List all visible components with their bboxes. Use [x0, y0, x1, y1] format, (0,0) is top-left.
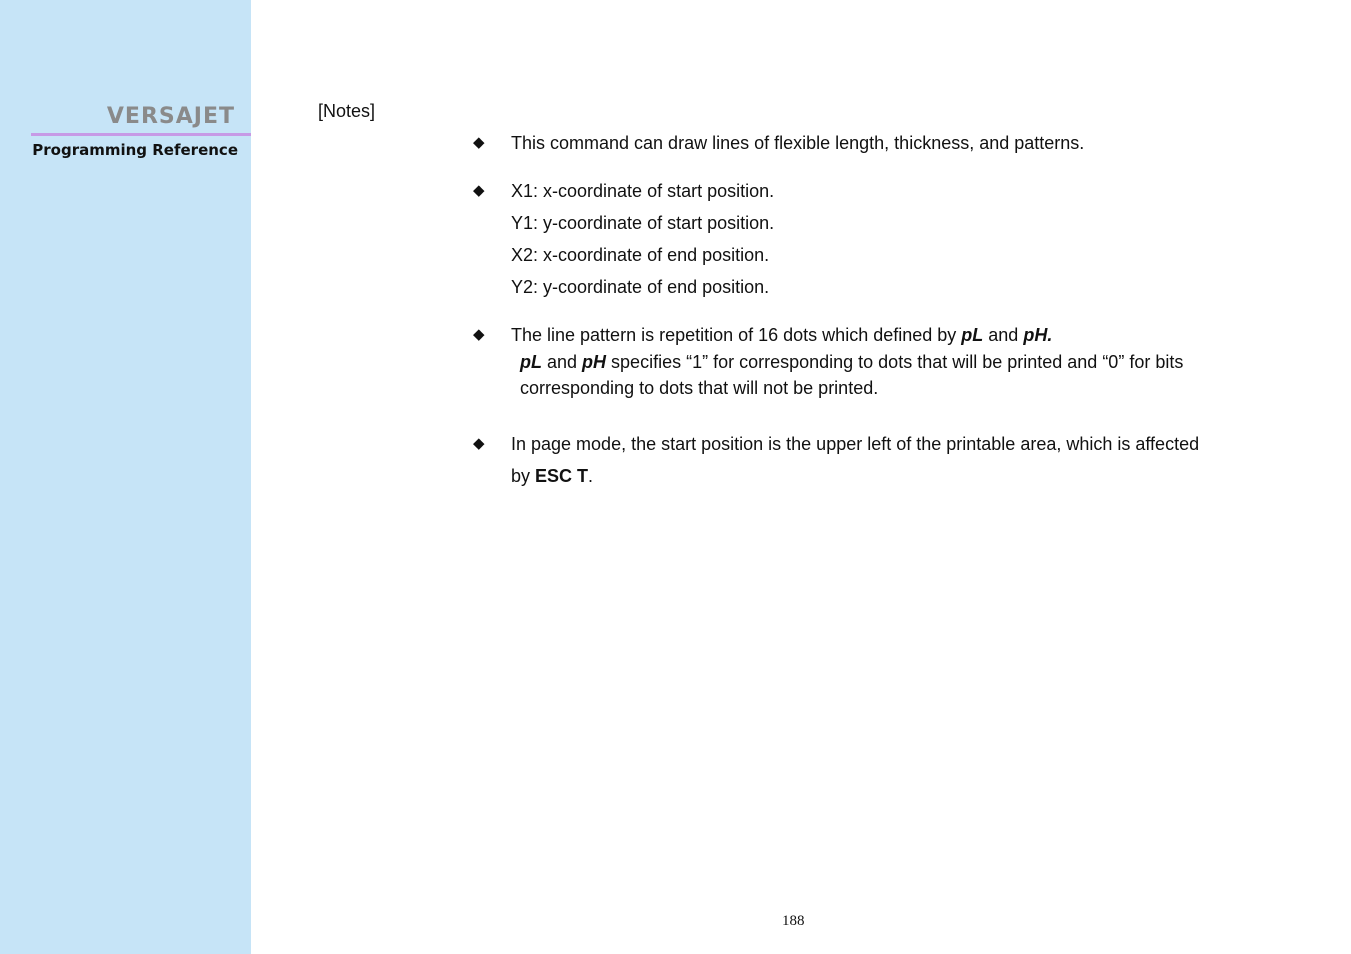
note-item-4-period: . — [588, 466, 594, 486]
conjunction-and: and — [542, 352, 583, 372]
note-item-2-x1: X1: x-coordinate of start position. — [511, 181, 775, 201]
note-item-3-rest: specifies “1” for corresponding to dots that will be printed and “0” for bits — [606, 352, 1184, 372]
sidebar — [0, 0, 251, 954]
note-item-3-line-2 — [520, 353, 1183, 371]
brand-subtitle: Programming Reference — [32, 141, 238, 159]
note-item-4-by: by — [511, 466, 536, 486]
note-item-3-line-3: corresponding to dots that will not be printed. — [520, 378, 879, 398]
bullet-diamond-icon: ◆ — [473, 182, 485, 199]
note-item-3-line-1 — [511, 326, 1052, 344]
note-item-2-y2: Y2: y-coordinate of end position. — [511, 277, 770, 297]
brand-divider — [31, 133, 251, 136]
command-esc-t: ESC T — [535, 466, 589, 486]
param-ph: pH. — [1023, 325, 1053, 345]
conjunction-and: and — [983, 325, 1024, 345]
param-pl: pL — [961, 325, 984, 345]
note-item-1: This command can draw lines of flexible length, thickness, and patterns. — [511, 133, 1085, 153]
note-item-3-text: The line pattern is repetition of 16 dots which defined by — [511, 325, 962, 345]
page-number: 188 — [782, 913, 805, 929]
notes-label: [Notes] — [318, 101, 376, 121]
brand-title: VERSAJET — [106, 104, 235, 129]
param-ph: pH — [582, 352, 607, 372]
note-item-4-line-2 — [511, 467, 593, 485]
note-item-4-line-1: In page mode, the start position is the upper left of the printable area, which is affected — [511, 434, 1200, 454]
note-item-2-y1: Y1: y-coordinate of start position. — [511, 213, 775, 233]
bullet-diamond-icon: ◆ — [473, 326, 485, 343]
note-item-2-x2: X2: x-coordinate of end position. — [511, 245, 770, 265]
bullet-diamond-icon: ◆ — [473, 435, 485, 452]
bullet-diamond-icon: ◆ — [473, 134, 485, 151]
param-pl: pL — [520, 352, 542, 372]
